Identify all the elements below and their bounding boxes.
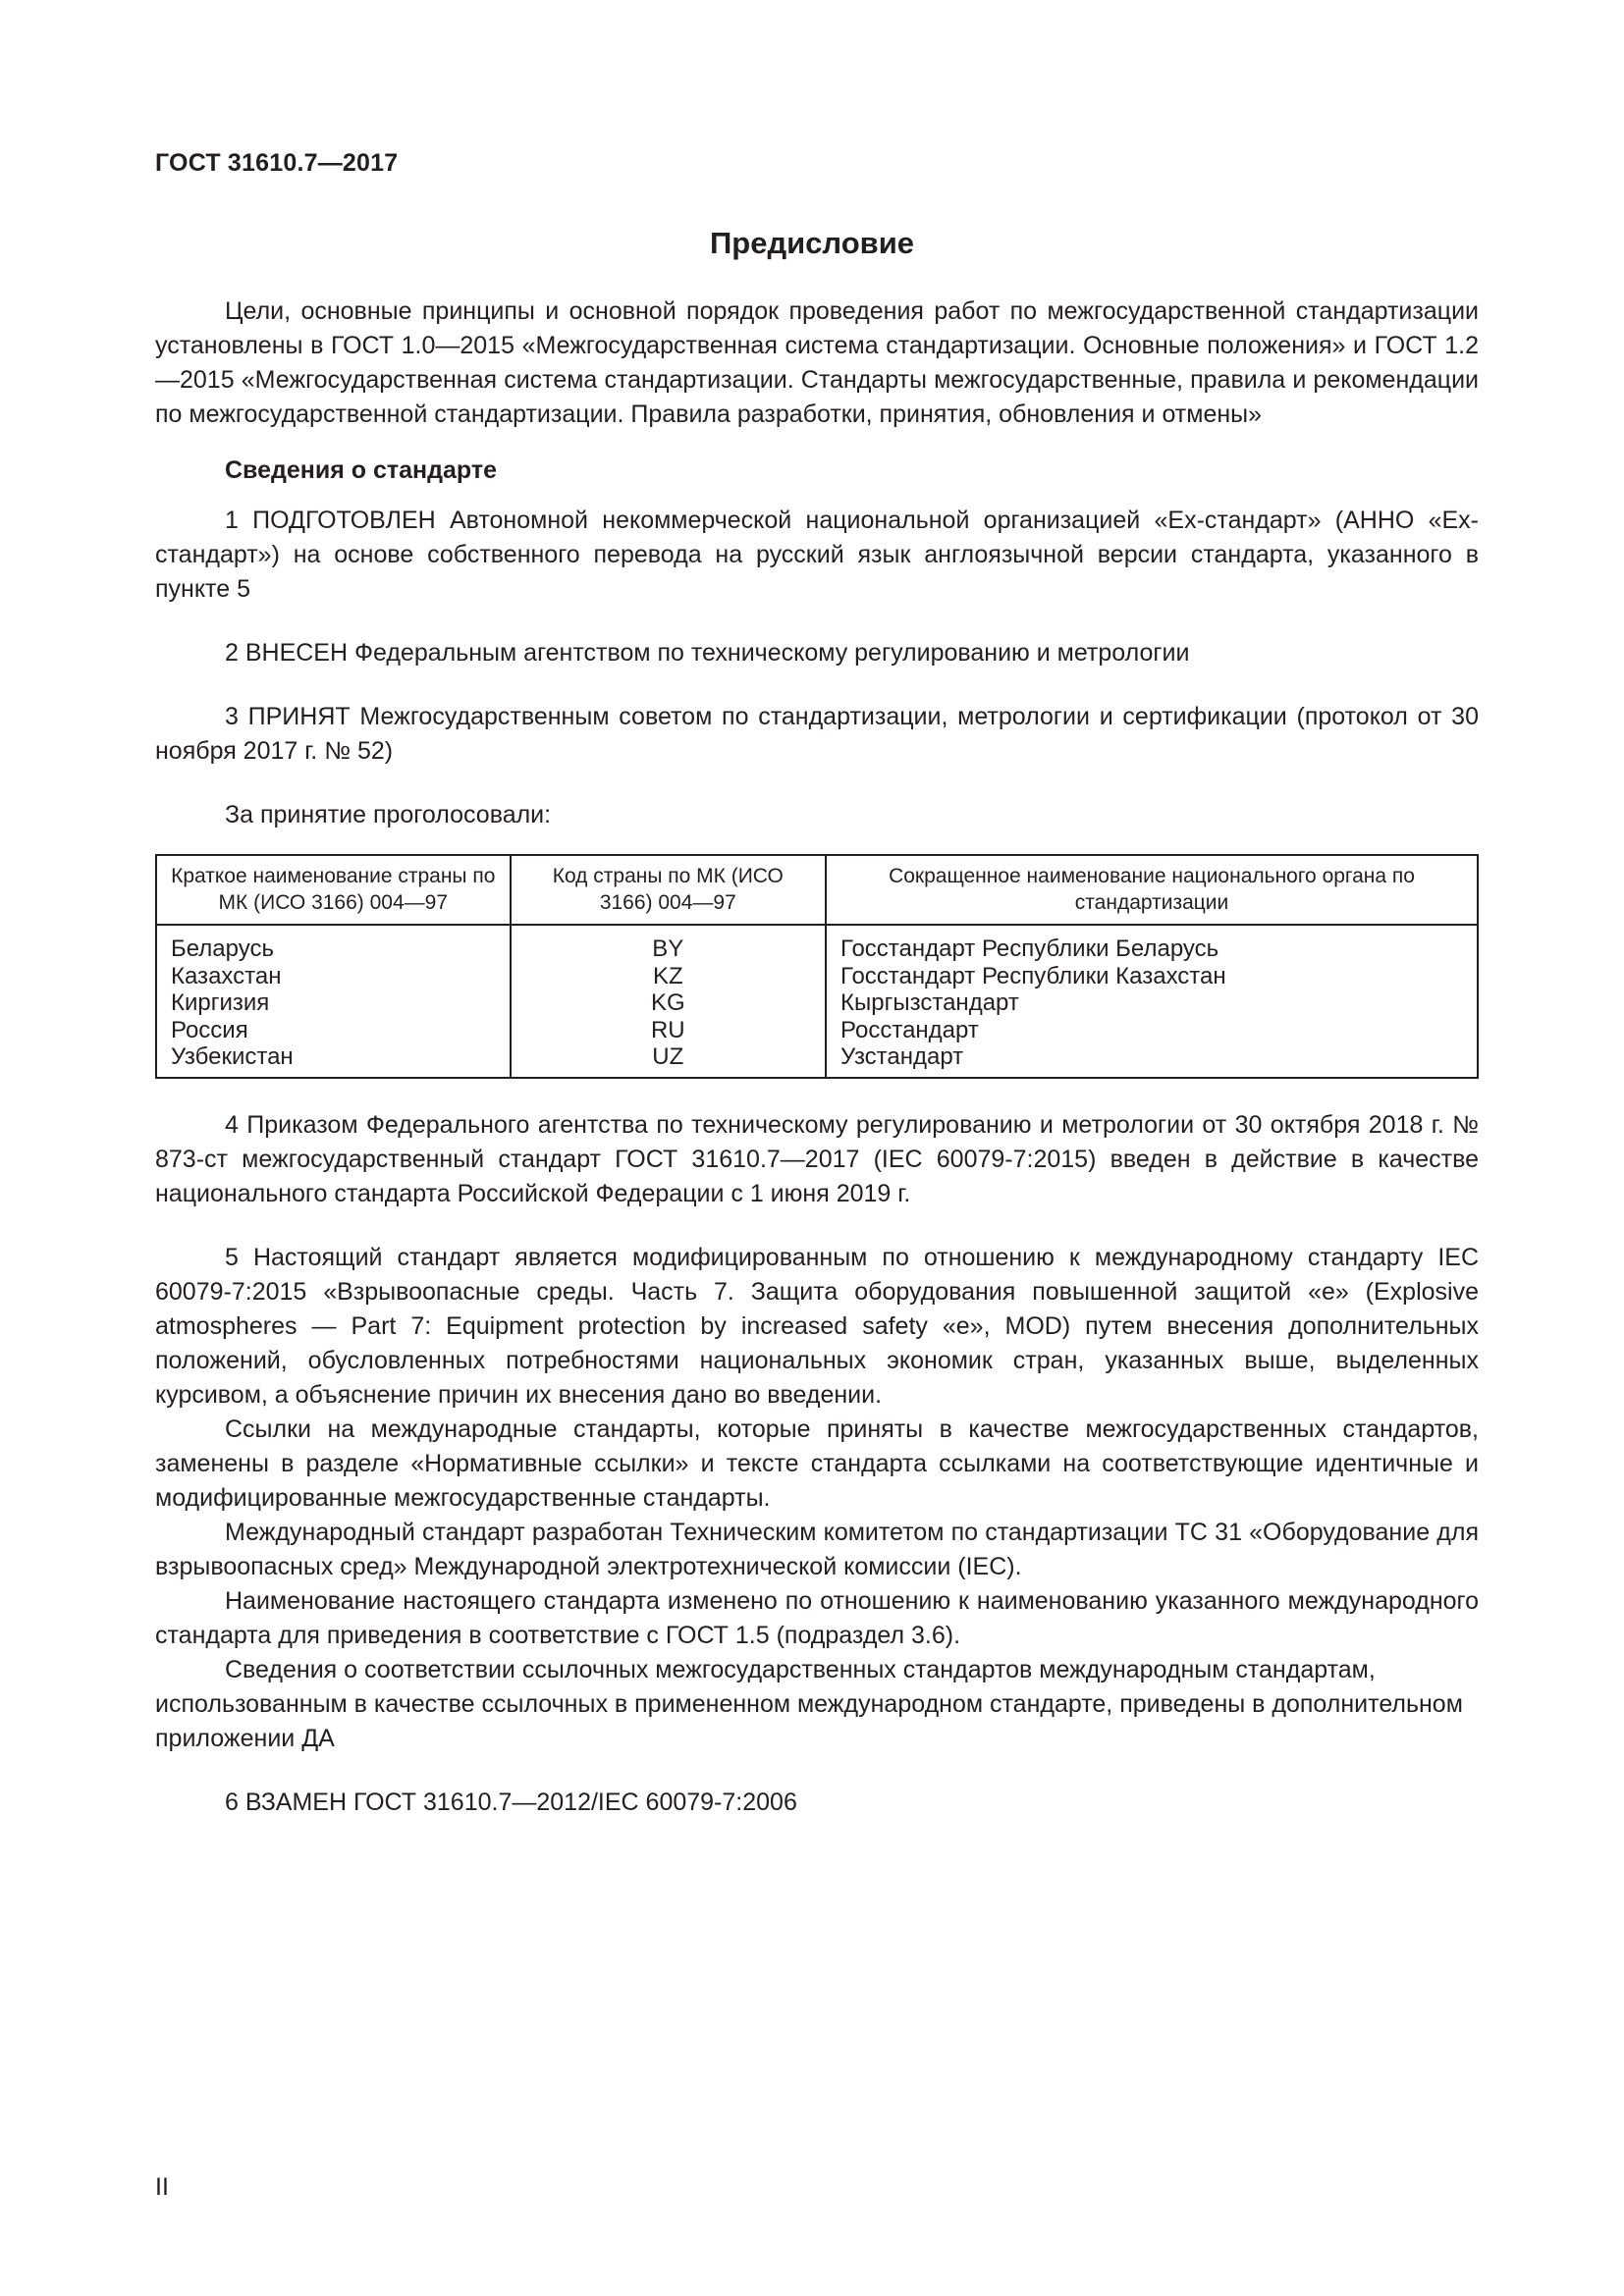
country-name: Узбекистан — [171, 1043, 294, 1070]
standard-info-heading: Сведения о стандарте — [225, 456, 498, 484]
item-4-order: 4 Приказом Федерального агентства по техническому регулированию и метрологии от 30 октября 2018 г. № 873-ст межгосударственный стандарт ГОСТ 31610.7—2017 (IEC 60079-7:2015) введен в действие в качестве национального стандарта Российской Федерации с 1 июня 2019 г. — [155, 1110, 1479, 1207]
national-body: Госстандарт Республики Беларусь — [840, 935, 1219, 962]
page-number: II — [155, 2173, 169, 2201]
item-5-modification: 5 Настоящий стандарт является модифицированным по отношению к международному стандарту IEC 60079-7:2015 «Взрывоопасные среды. Часть 7. Защита оборудования повышенной защитой «е» (Explosive atmospheres — Part 7: Equipment protection by increased safety «е», MOD) путем внесения дополнительных положений, обусловленных потребностями национальных экономик стран, указанных выше, выделенных курсивом, а объяснение причин их внесения дано во введении. — [155, 1243, 1479, 1409]
header-national-body: Сокращенное наименование национального органа по стандартизации — [826, 855, 1478, 925]
page-title: Предисловие — [709, 226, 914, 260]
country-code: KZ — [652, 962, 683, 989]
table-header-row — [156, 855, 1478, 925]
item-6-replaces: 6 ВЗАМЕН ГОСТ 31610.7—2012/IEC 60079-7:2006 — [225, 1788, 797, 1816]
national-body: Узстандарт — [840, 1043, 964, 1070]
item-2-submitted: 2 ВНЕСЕН Федеральным агентством по техническому регулированию и метрологии — [225, 639, 1190, 667]
country-code: BY — [652, 935, 684, 962]
country-codes-cell — [511, 925, 826, 1078]
item-5-annex: Сведения о соответствии ссылочных межгосударственных стандартов международным стандартам, использованным в качестве ссылочных в примененном международном стандарте, приведены в дополнительном приложении ДА — [155, 1655, 1463, 1752]
table-row — [156, 925, 1478, 1078]
country-name: Россия — [171, 1016, 248, 1043]
country-name: Казахстан — [171, 962, 282, 989]
header-country-code: Код страны по МК (ИСО 3166) 004—97 — [511, 855, 826, 925]
national-bodies-cell — [826, 925, 1478, 1078]
item-1-prepared: 1 ПОДГОТОВЛЕН Автономной некоммерческой национальной организацией «Ex-стандарт» (АННО «Ex-стандарт») на основе собственного перевода на русский язык англоязычной версии стандарта, указанного в пункте 5 — [155, 507, 1479, 603]
intro-paragraph: Цели, основные принципы и основной порядок проведения работ по межгосударственной стандартизации установлены в ГОСТ 1.0—2015 «Межгосударственная система стандартизации. Основные положения» и ГОСТ 1.2—2015 «Межгосударственная система стандартизации. Стандарты межгосударственные, правила и рекомендации по межгосударственной стандартизации. Правила разработки, принятия, обновления и отмены» — [155, 297, 1479, 428]
country-names-cell — [156, 925, 511, 1078]
item-5-references: Ссылки на международные стандарты, которые приняты в качестве межгосударственных стандартов, заменены в разделе «Нормативные ссылки» и тексте стандарта ссылками на соответствующие идентичные и модифицированные межгосударственные стандарты. — [155, 1415, 1479, 1512]
standard-code-header: ГОСТ 31610.7—2017 — [155, 149, 399, 177]
vote-intro: За принятие проголосовали: — [225, 801, 552, 828]
foreword-body — [155, 294, 1479, 1820]
national-body: Госстандарт Республики Казахстан — [840, 962, 1226, 989]
country-name: Киргизия — [171, 989, 270, 1016]
country-name: Беларусь — [171, 935, 274, 962]
item-3-adopted: 3 ПРИНЯТ Межгосударственным советом по стандартизации, метрологии и сертификации (протокол от 30 ноября 2017 г. № 52) — [155, 703, 1479, 765]
voting-table — [155, 854, 1479, 1079]
country-code: KG — [650, 989, 685, 1016]
national-body: Кыргызстандарт — [840, 989, 1019, 1016]
country-code: RU — [650, 1016, 685, 1043]
header-country-name: Краткое наименование страны по МК (ИСО 3166) 004—97 — [156, 855, 511, 925]
item-5-technical-committee: Международный стандарт разработан Техническим комитетом по стандартизации ТС 31 «Оборудование для взрывоопасных сред» Международной электротехнической комиссии (IEC). — [155, 1518, 1479, 1580]
country-code: UZ — [652, 1043, 684, 1070]
national-body: Росстандарт — [840, 1016, 979, 1043]
item-5-name-change: Наименование настоящего стандарта изменено по отношению к наименованию указанного международного стандарта для приведения в соответствие с ГОСТ 1.5 (подраздел 3.6). — [155, 1586, 1479, 1649]
